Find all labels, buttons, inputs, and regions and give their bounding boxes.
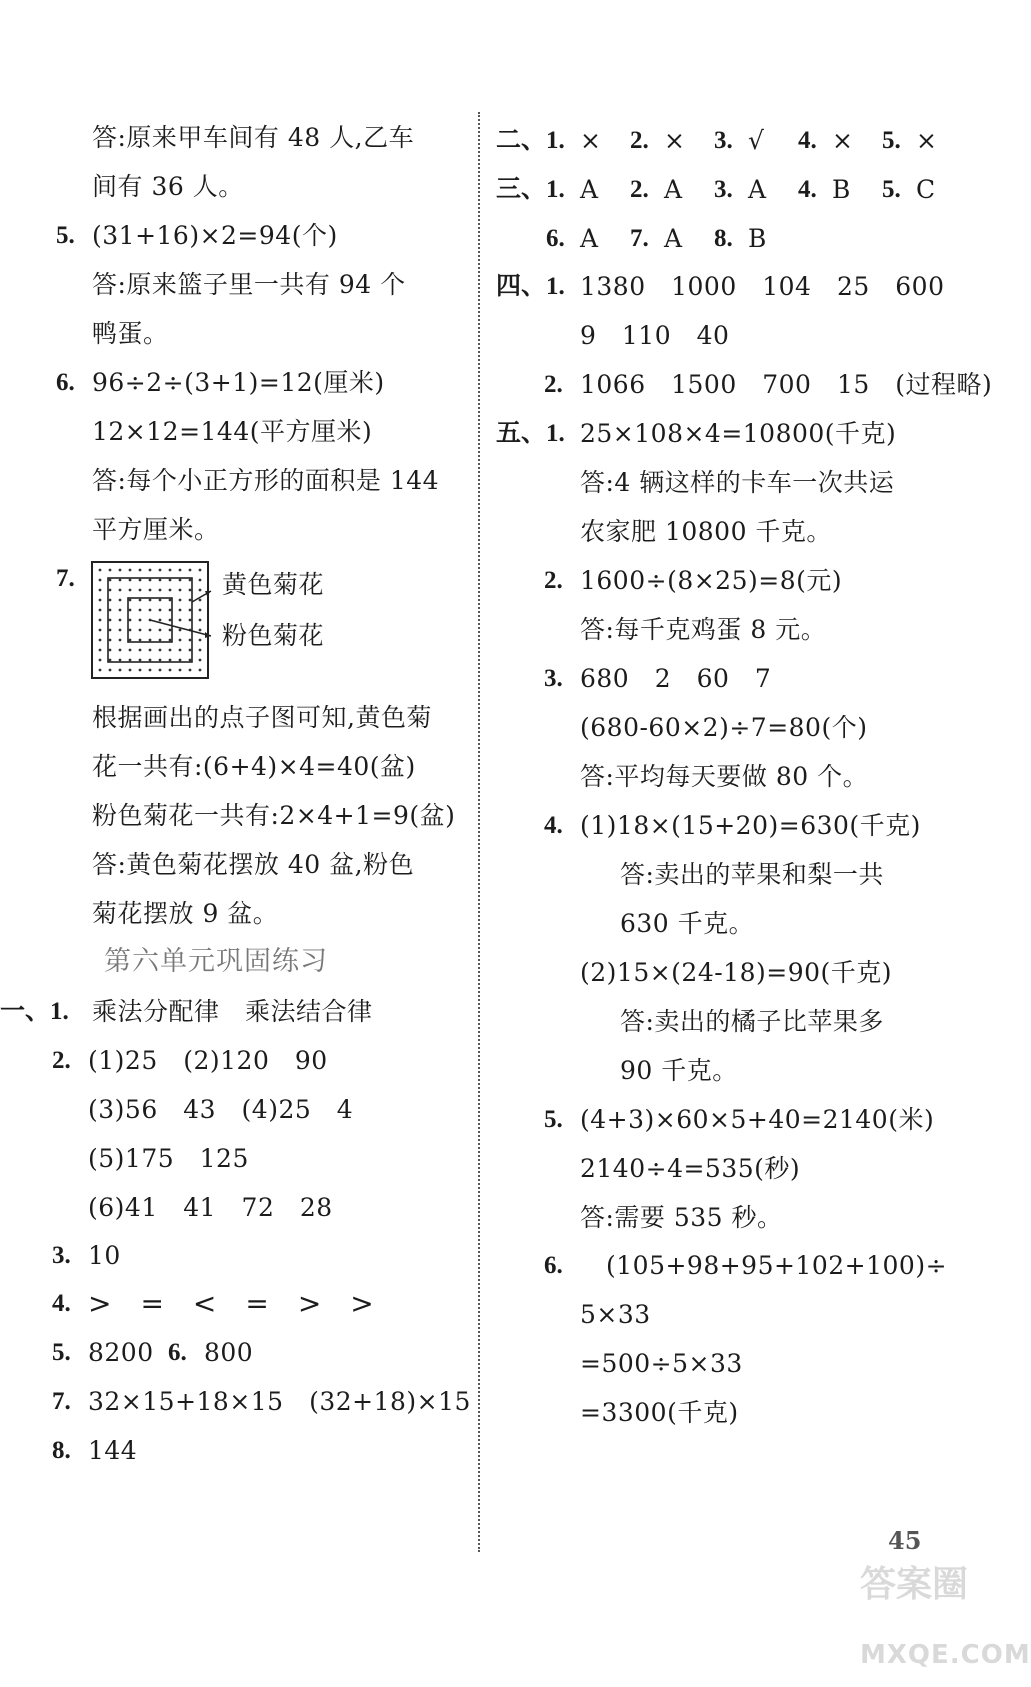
grid-dot xyxy=(129,639,132,642)
grid-dot xyxy=(199,589,202,592)
section-heading: 二、1. xyxy=(496,127,565,154)
question-number: 7. xyxy=(56,565,75,592)
grid-dot xyxy=(169,639,172,642)
grid-dot xyxy=(129,589,132,592)
answer-line: 1066 1500 700 15 (过程略) xyxy=(580,370,993,399)
question-number: 5. xyxy=(882,127,901,154)
grid-dot xyxy=(149,629,152,632)
question-number: 3. xyxy=(714,127,733,154)
question-number: 4. xyxy=(52,1290,71,1317)
grid-dot xyxy=(159,579,162,582)
equation-line: 12×12=144(平方厘米) xyxy=(92,417,373,446)
answer-line: (6)41 41 72 28 xyxy=(88,1193,333,1222)
grid-dot xyxy=(149,659,152,662)
grid-dot xyxy=(159,569,162,572)
grid-dot xyxy=(199,659,202,662)
equation-line: 2140÷4=535(秒) xyxy=(580,1154,801,1183)
grid-dot xyxy=(139,589,142,592)
grid-dot xyxy=(119,609,122,612)
grid-dot xyxy=(129,579,132,582)
answer-line: 乘法分配律 乘法结合律 xyxy=(92,997,373,1026)
grid-dot xyxy=(139,619,142,622)
grid-dot xyxy=(99,619,102,622)
grid-dot xyxy=(169,659,172,662)
grid-dot xyxy=(149,649,152,652)
answer-line: 680 2 60 7 xyxy=(580,664,772,693)
answer-line: > = < = > > xyxy=(88,1287,375,1320)
grid-dot xyxy=(189,579,192,582)
grid-dot xyxy=(169,619,172,622)
grid-dot xyxy=(159,589,162,592)
grid-dot xyxy=(199,569,202,572)
answer-line: 答:卖出的苹果和梨一共 xyxy=(620,860,884,889)
answer-line: 9 110 40 xyxy=(580,321,730,350)
answer-choice: B xyxy=(748,224,767,253)
answer-line: 鸭蛋。 xyxy=(92,319,169,348)
question-number: 5. xyxy=(882,176,901,203)
section-heading: 四、1. xyxy=(496,273,565,300)
question-number: 4. xyxy=(798,127,817,154)
watermark-url: MXQE.COM xyxy=(860,1640,1031,1670)
question-number: 3. xyxy=(544,665,563,692)
answer-mark: √ xyxy=(748,126,765,155)
grid-dot xyxy=(179,629,182,632)
label-yellow-chrysanthemum: 黄色菊花 xyxy=(222,570,325,599)
equation-line: =500÷5×33 xyxy=(580,1349,743,1378)
grid-dot xyxy=(199,629,202,632)
grid-dot xyxy=(109,649,112,652)
grid-dot xyxy=(179,639,182,642)
question-number: 6. xyxy=(56,369,75,396)
grid-dot xyxy=(179,589,182,592)
grid-dot xyxy=(119,579,122,582)
grid-dot xyxy=(139,579,142,582)
answer-line: 1380 1000 104 25 600 xyxy=(580,272,945,301)
equation-line: (4+3)×60×5+40=2140(米) xyxy=(580,1105,935,1134)
watermark-text: 答案圈 xyxy=(860,1564,969,1605)
grid-dot xyxy=(199,649,202,652)
question-number: 8. xyxy=(52,1437,71,1464)
section-heading: 一、1. xyxy=(0,998,69,1025)
answer-choice: A xyxy=(580,224,599,253)
answer-line: 答:原来篮子里一共有 94 个 xyxy=(92,270,406,299)
grid-dot xyxy=(169,599,172,602)
answer-line: 答:平均每天要做 80 个。 xyxy=(580,762,869,791)
grid-dot xyxy=(159,659,162,662)
grid-dot xyxy=(179,599,182,602)
grid-dot xyxy=(129,569,132,572)
answer-choice: C xyxy=(916,175,936,204)
grid-dot xyxy=(119,669,122,672)
question-number: 5. xyxy=(56,222,75,249)
grid-dot xyxy=(139,669,142,672)
grid-dot xyxy=(119,659,122,662)
grid-dot xyxy=(189,619,192,622)
answer-line: 答:需要 535 秒。 xyxy=(580,1203,783,1232)
question-number: 4. xyxy=(544,812,563,839)
question-number: 3. xyxy=(52,1242,71,1269)
grid-dot xyxy=(179,569,182,572)
grid-dot xyxy=(149,569,152,572)
grid-dot xyxy=(149,579,152,582)
answer-line: 90 千克。 xyxy=(620,1056,738,1085)
grid-dot xyxy=(109,599,112,602)
grid-dot xyxy=(199,669,202,672)
grid-dot xyxy=(139,649,142,652)
grid-dot xyxy=(129,619,132,622)
grid-dot xyxy=(159,649,162,652)
grid-dot xyxy=(99,669,102,672)
grid-dot xyxy=(169,629,172,632)
grid-dot xyxy=(199,639,202,642)
question-number: 2. xyxy=(544,371,563,398)
grid-dot xyxy=(129,649,132,652)
grid-dot xyxy=(129,629,132,632)
grid-dot xyxy=(179,619,182,622)
question-number: 5. xyxy=(52,1339,71,1366)
grid-dot xyxy=(179,659,182,662)
equation-line: =3300(千克) xyxy=(580,1398,739,1427)
grid-dot xyxy=(179,609,182,612)
question-number: 2. xyxy=(544,567,563,594)
answer-line: 800 xyxy=(204,1338,254,1367)
answer-line: 根据画出的点子图可知,黄色菊 xyxy=(92,703,432,732)
equation-line: (105+98+95+102+100)÷ xyxy=(606,1251,948,1280)
grid-dot xyxy=(119,629,122,632)
grid-dot xyxy=(109,589,112,592)
grid-dot xyxy=(109,569,112,572)
grid-dot xyxy=(199,579,202,582)
grid-dot xyxy=(189,649,192,652)
grid-dot xyxy=(159,639,162,642)
grid-dot xyxy=(129,659,132,662)
grid-dot xyxy=(149,589,152,592)
answer-line: 菊花摆放 9 盆。 xyxy=(92,899,279,928)
answer-choice: A xyxy=(664,224,683,253)
answer-line: 答:原来甲车间有 48 人,乙车 xyxy=(92,123,415,152)
question-number: 6. xyxy=(544,1252,563,1279)
grid-dot xyxy=(189,569,192,572)
equation-line: 96÷2÷(3+1)=12(厘米) xyxy=(92,368,385,397)
question-number: 2. xyxy=(52,1047,71,1074)
grid-dot xyxy=(119,589,122,592)
section-heading: 五、1. xyxy=(496,420,565,447)
answer-line: (3)56 43 (4)25 4 xyxy=(88,1095,354,1124)
answer-line: 答:4 辆这样的卡车一次共运 xyxy=(580,468,895,497)
grid-dot xyxy=(189,609,192,612)
grid-dot xyxy=(109,659,112,662)
grid-dot xyxy=(99,639,102,642)
section-heading: 三、1. xyxy=(496,176,565,203)
answer-line: 答:每个小正方形的面积是 144 xyxy=(92,466,440,495)
answer-line: 间有 36 人。 xyxy=(92,172,244,201)
grid-dot xyxy=(169,579,172,582)
grid-dot xyxy=(169,609,172,612)
grid-dot xyxy=(129,669,132,672)
question-number: 5. xyxy=(544,1106,563,1133)
grid-dot xyxy=(139,629,142,632)
grid-dot xyxy=(159,669,162,672)
question-number: 4. xyxy=(798,176,817,203)
grid-dot xyxy=(99,659,102,662)
grid-dot xyxy=(99,579,102,582)
grid-dot xyxy=(139,599,142,602)
watermark xyxy=(860,1528,1031,1687)
grid-dot xyxy=(119,649,122,652)
grid-dot xyxy=(199,599,202,602)
answer-line: 10 xyxy=(88,1241,121,1270)
pointer-line-pink xyxy=(150,620,211,636)
grid-dot xyxy=(169,589,172,592)
answer-line: (5)175 125 xyxy=(88,1144,249,1173)
page-number: 45 xyxy=(888,1526,922,1555)
grid-dot xyxy=(159,629,162,632)
grid-dot xyxy=(169,669,172,672)
question-number: 3. xyxy=(714,176,733,203)
grid-dot xyxy=(139,609,142,612)
grid-dot xyxy=(149,609,152,612)
grid-dot xyxy=(189,659,192,662)
equation-line: 粉色菊花一共有:2×4+1=9(盆) xyxy=(92,801,456,830)
grid-dot xyxy=(169,649,172,652)
grid-dot xyxy=(179,649,182,652)
equation-line: 5×33 xyxy=(580,1300,651,1329)
grid-dot xyxy=(119,619,122,622)
answer-mark: × xyxy=(664,126,686,155)
equation-line: (1)18×(15+20)=630(千克) xyxy=(580,811,921,840)
grid-dot xyxy=(99,589,102,592)
equation-line: 1600÷(8×25)=8(元) xyxy=(580,566,843,595)
question-number: 8. xyxy=(714,225,733,252)
grid-dot xyxy=(149,599,152,602)
answer-line: 农家肥 10800 千克。 xyxy=(580,517,832,546)
answer-line: 答:黄色菊花摆放 40 盆,粉色 xyxy=(92,850,415,879)
label-pink-chrysanthemum: 粉色菊花 xyxy=(222,621,325,650)
grid-dot xyxy=(149,639,152,642)
equation-line: 32×15+18×15 (32+18)×15 xyxy=(88,1387,471,1416)
question-number: 2. xyxy=(630,176,649,203)
grid-dot xyxy=(199,619,202,622)
grid-dot xyxy=(189,669,192,672)
answer-choice: B xyxy=(832,175,851,204)
answer-line: 630 千克。 xyxy=(620,909,755,938)
question-number: 6. xyxy=(546,225,565,252)
answer-line: 答:卖出的橘子比苹果多 xyxy=(620,1007,884,1036)
grid-dot xyxy=(189,599,192,602)
grid-dot xyxy=(129,599,132,602)
grid-dot xyxy=(159,619,162,622)
grid-dot xyxy=(109,609,112,612)
equation-line: (2)15×(24-18)=90(千克) xyxy=(580,958,893,987)
grid-dot xyxy=(189,589,192,592)
question-number: 2. xyxy=(630,127,649,154)
grid-dot xyxy=(119,599,122,602)
grid-dot xyxy=(199,609,202,612)
question-number: 7. xyxy=(52,1388,71,1415)
answer-mark: × xyxy=(580,126,602,155)
grid-dot xyxy=(159,599,162,602)
grid-dot xyxy=(99,649,102,652)
equation-line: (31+16)×2=94(个) xyxy=(92,221,338,250)
grid-dot xyxy=(119,569,122,572)
grid-dot xyxy=(109,619,112,622)
grid-dot xyxy=(109,669,112,672)
question-number: 7. xyxy=(630,225,649,252)
grid-dot xyxy=(99,629,102,632)
equation-line: (680-60×2)÷7=80(个) xyxy=(580,713,868,742)
answer-line: 平方厘米。 xyxy=(92,515,220,544)
answer-line: 8200 xyxy=(88,1338,154,1367)
grid-dot xyxy=(179,669,182,672)
grid-dot xyxy=(99,599,102,602)
grid-dot xyxy=(139,659,142,662)
column-divider xyxy=(478,112,480,1552)
answer-choice: A xyxy=(664,175,683,204)
answer-line: 答:每千克鸡蛋 8 元。 xyxy=(580,615,827,644)
equation-line: 25×108×4=10800(千克) xyxy=(580,419,897,448)
answer-mark: × xyxy=(916,126,938,155)
unit-title: 第六单元巩固练习 xyxy=(104,946,328,977)
question-number: 6. xyxy=(168,1339,187,1366)
answer-mark: × xyxy=(832,126,854,155)
grid-dot xyxy=(109,579,112,582)
grid-dot xyxy=(189,639,192,642)
answer-line: 144 xyxy=(88,1436,138,1465)
grid-dot xyxy=(109,629,112,632)
grid-dot xyxy=(139,569,142,572)
answer-choice: A xyxy=(580,175,599,204)
grid-dot xyxy=(109,639,112,642)
grid-dot xyxy=(129,609,132,612)
grid-dot xyxy=(179,579,182,582)
grid-dot xyxy=(169,569,172,572)
grid-dot xyxy=(159,609,162,612)
grid-dot xyxy=(99,569,102,572)
answer-choice: A xyxy=(748,175,767,204)
grid-dot xyxy=(99,609,102,612)
answer-line: (1)25 (2)120 90 xyxy=(88,1046,328,1075)
grid-dot xyxy=(119,639,122,642)
grid-dot xyxy=(139,639,142,642)
grid-dot xyxy=(149,669,152,672)
equation-line: 花一共有:(6+4)×4=40(盆) xyxy=(92,752,416,781)
